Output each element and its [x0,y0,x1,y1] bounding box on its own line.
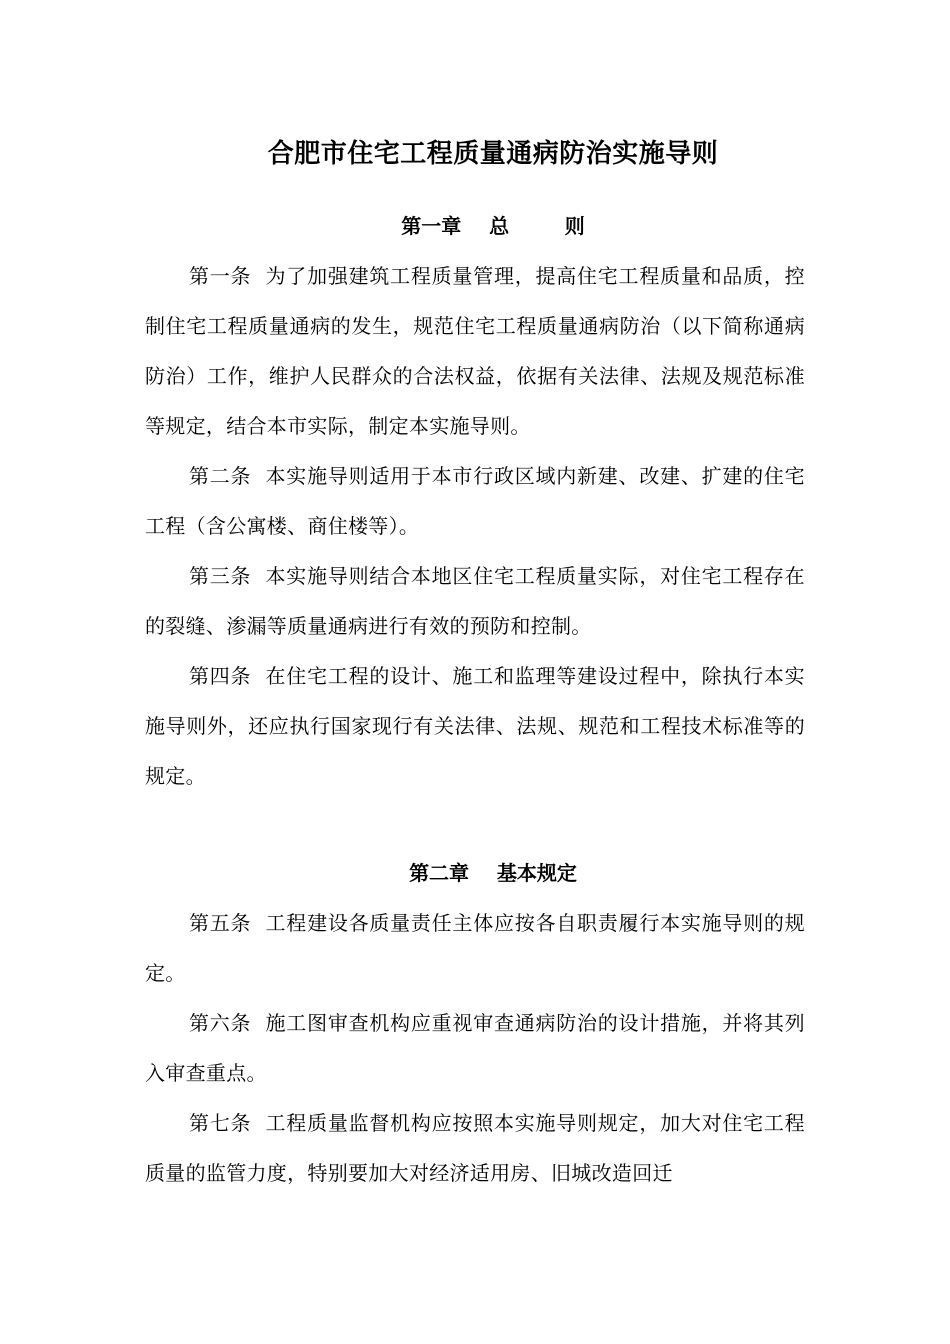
article-6-text: 施工图审查机构应重视审查通病防治的设计措施，并将其列入审查重点。 [145,1011,805,1085]
article-3-label: 第三条 [189,564,252,588]
article-2 [145,451,805,551]
chapter-1-heading: 第一章 总 则 [401,214,585,238]
article-7 [145,1098,805,1198]
chapter-2-heading: 第二章 基本规定 [409,861,577,885]
article-2-label: 第二条 [189,464,252,488]
article-4-text: 在住宅工程的设计、施工和监理等建设过程中，除执行本实施导则外，还应执行国家现行有关法律、法规、规范和工程技术标准等的规定。 [145,664,805,788]
article-7-text: 工程质量监督机构应按照本实施导则规定，加大对住宅工程质量的监管力度，特别要加大对经济适用房、旧城改造回迁 [145,1111,805,1185]
article-1-label: 第一条 [189,264,252,288]
article-7-label: 第七条 [189,1111,252,1135]
article-5-label: 第五条 [189,911,252,935]
article-4 [145,651,805,801]
article-6 [145,998,805,1098]
article-4-label: 第四条 [189,664,252,688]
article-1-text: 为了加强建筑工程质量管理，提高住宅工程质量和品质，控制住宅工程质量通病的发生，规范住宅工程质量通病防治（以下简称通病防治）工作，维护人民群众的合法权益，依据有关法律、法规及规范标准等规定，结合本市实际，制定本实施导则。 [145,264,805,438]
article-2-text: 本实施导则适用于本市行政区域内新建、改建、扩建的住宅工程（含公寓楼、商住楼等）。 [145,464,805,538]
article-1 [145,251,805,451]
article-5-text: 工程建设各质量责任主体应按各自职责履行本实施导则的规定。 [145,911,805,985]
article-6-label: 第六条 [189,1011,252,1035]
article-3 [145,551,805,651]
article-5 [145,898,805,998]
document-title: 合肥市住宅工程质量通病防治实施导则 [267,139,719,169]
article-3-text: 本实施导则结合本地区住宅工程质量实际，对住宅工程存在的裂缝、渗漏等质量通病进行有效的预防和控制。 [145,564,805,638]
